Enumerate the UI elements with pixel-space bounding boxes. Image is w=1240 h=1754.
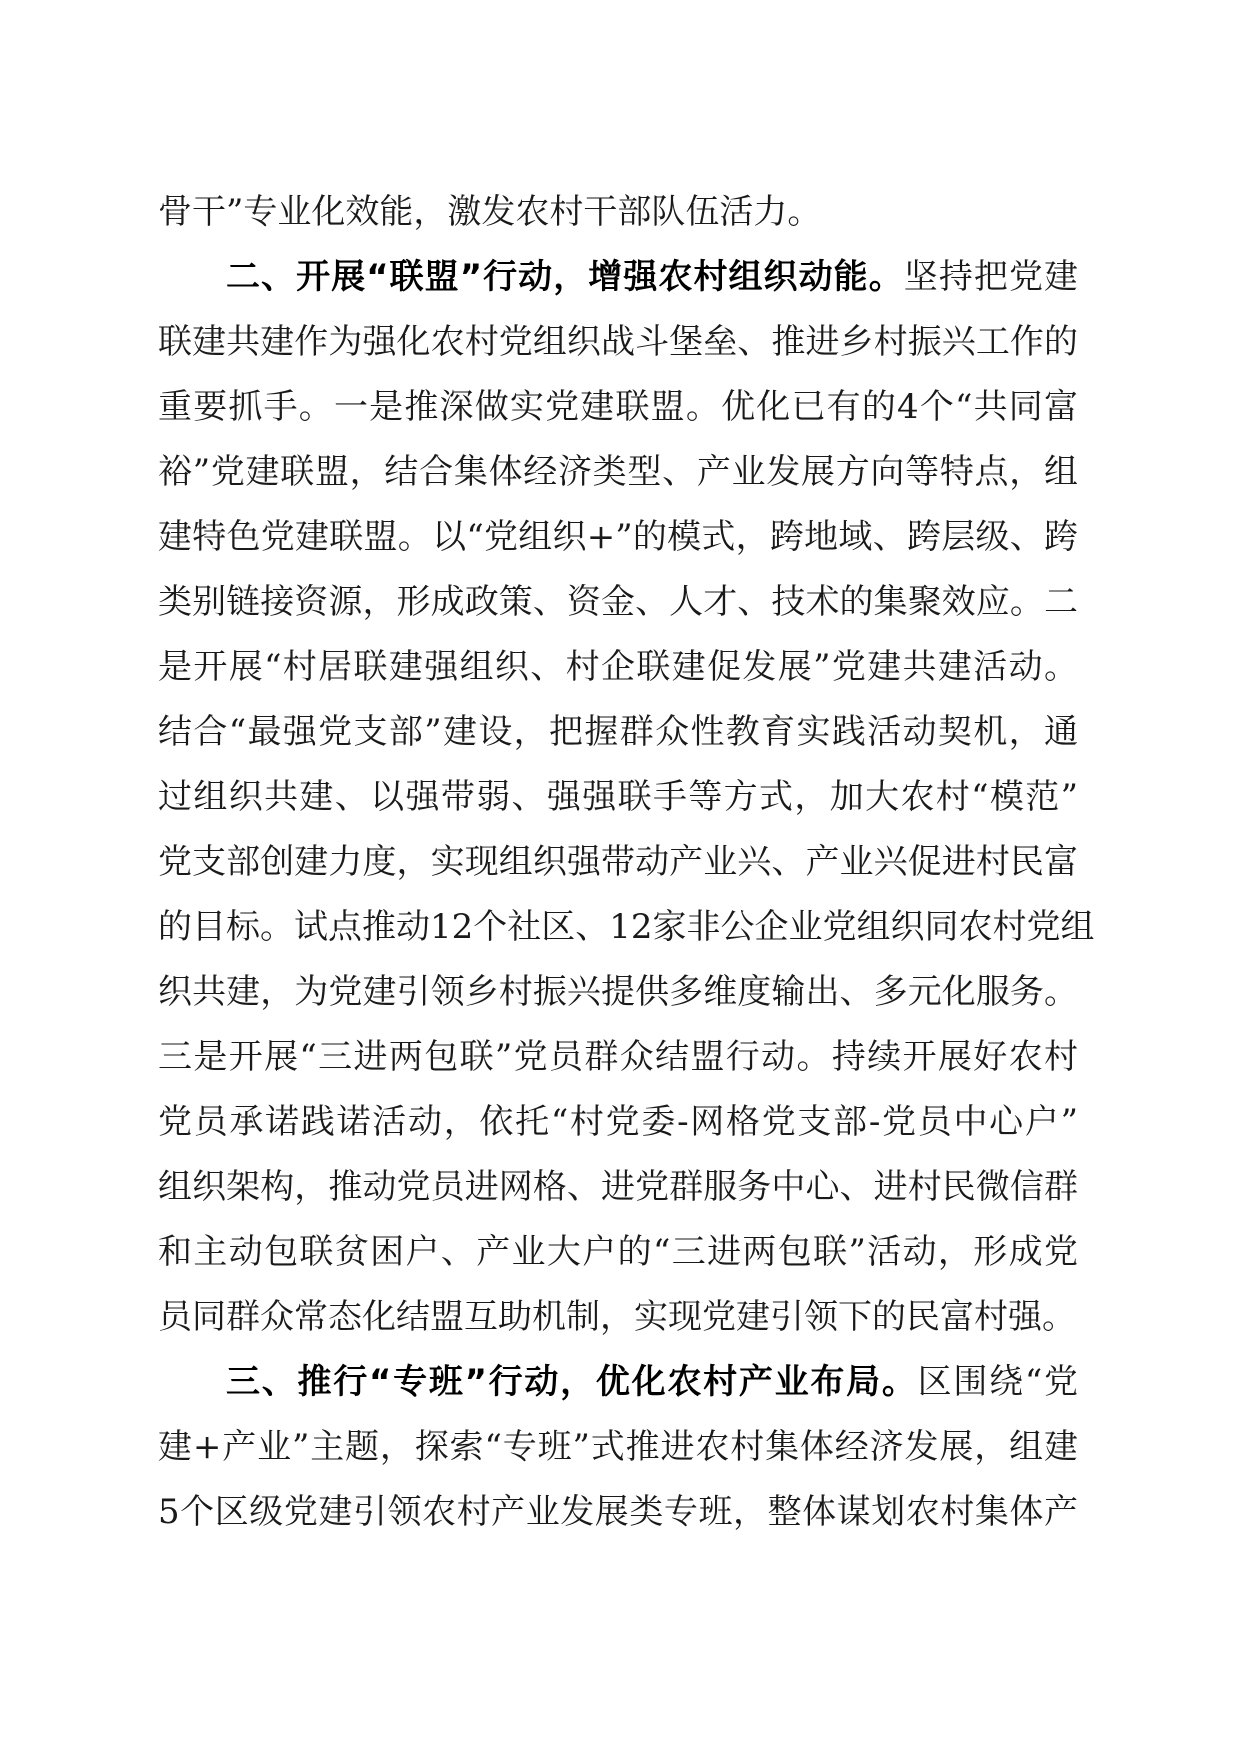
- text-line: 建+产业”主题，探索“专班”式推进农村集体经济发展，组建: [158, 1427, 1078, 1467]
- document-body: [158, 180, 1095, 1545]
- text-line: 的目标。试点推动12个社区、12家非公企业党组织同农村党组: [158, 907, 1095, 947]
- text-line: 组织架构，推动党员进网格、进党群服务中心、进村民微信群: [158, 1167, 1078, 1207]
- text-line: 坚持把党建: [903, 257, 1078, 297]
- text-line: 裕”党建联盟，结合集体经济类型、产业发展方向等特点，组: [158, 452, 1078, 492]
- section-heading-three: 三、推行“专班”行动，优化农村产业布局。: [226, 1362, 918, 1402]
- text-line: 三是开展“三进两包联”党员群众结盟行动。持续开展好农村: [158, 1037, 1078, 1077]
- text-line: 党员承诺践诺活动，依托“村党委-网格党支部-党员中心户”: [158, 1102, 1078, 1142]
- text-line: 建特色党建联盟。以“党组织+”的模式，跨地域、跨层级、跨: [158, 517, 1078, 557]
- section-two-paragraph-start: [158, 245, 1078, 310]
- text-line: 区围绕“党: [917, 1362, 1078, 1402]
- section-heading-two: 二、开展“联盟”行动，增强农村组织动能。: [226, 257, 904, 297]
- text-line: 5个区级党建引领农村产业发展类专班，整体谋划农村集体产: [158, 1492, 1078, 1532]
- text-line: 联建共建作为强化农村党组织战斗堡垒、推进乡村振兴工作的: [158, 322, 1078, 362]
- text-line: 是开展“村居联建强组织、村企联建促发展”党建共建活动。: [158, 647, 1078, 687]
- text-line: 过组织共建、以强带弱、强强联手等方式，加大农村“模范”: [158, 777, 1078, 817]
- text-line: 结合“最强党支部”建设，把握群众性教育实践活动契机，通: [158, 712, 1078, 752]
- text-line: 骨干”专业化效能，激发农村干部队伍活力。: [158, 192, 822, 232]
- text-line: 党支部创建力度，实现组织强带动产业兴、产业兴促进村民富: [158, 842, 1078, 882]
- section-three-paragraph-start: [158, 1350, 1078, 1415]
- text-line: 织共建，为党建引领乡村振兴提供多维度输出、多元化服务。: [158, 972, 1078, 1012]
- text-line: 重要抓手。一是推深做实党建联盟。优化已有的4个“共同富: [158, 387, 1078, 427]
- text-line: 类别链接资源，形成政策、资金、人才、技术的集聚效应。二: [158, 582, 1078, 622]
- text-line: 和主动包联贫困户、产业大户的“三进两包联”活动，形成党: [158, 1232, 1078, 1272]
- text-line: 员同群众常态化结盟互助机制，实现党建引领下的民富村强。: [158, 1297, 1076, 1337]
